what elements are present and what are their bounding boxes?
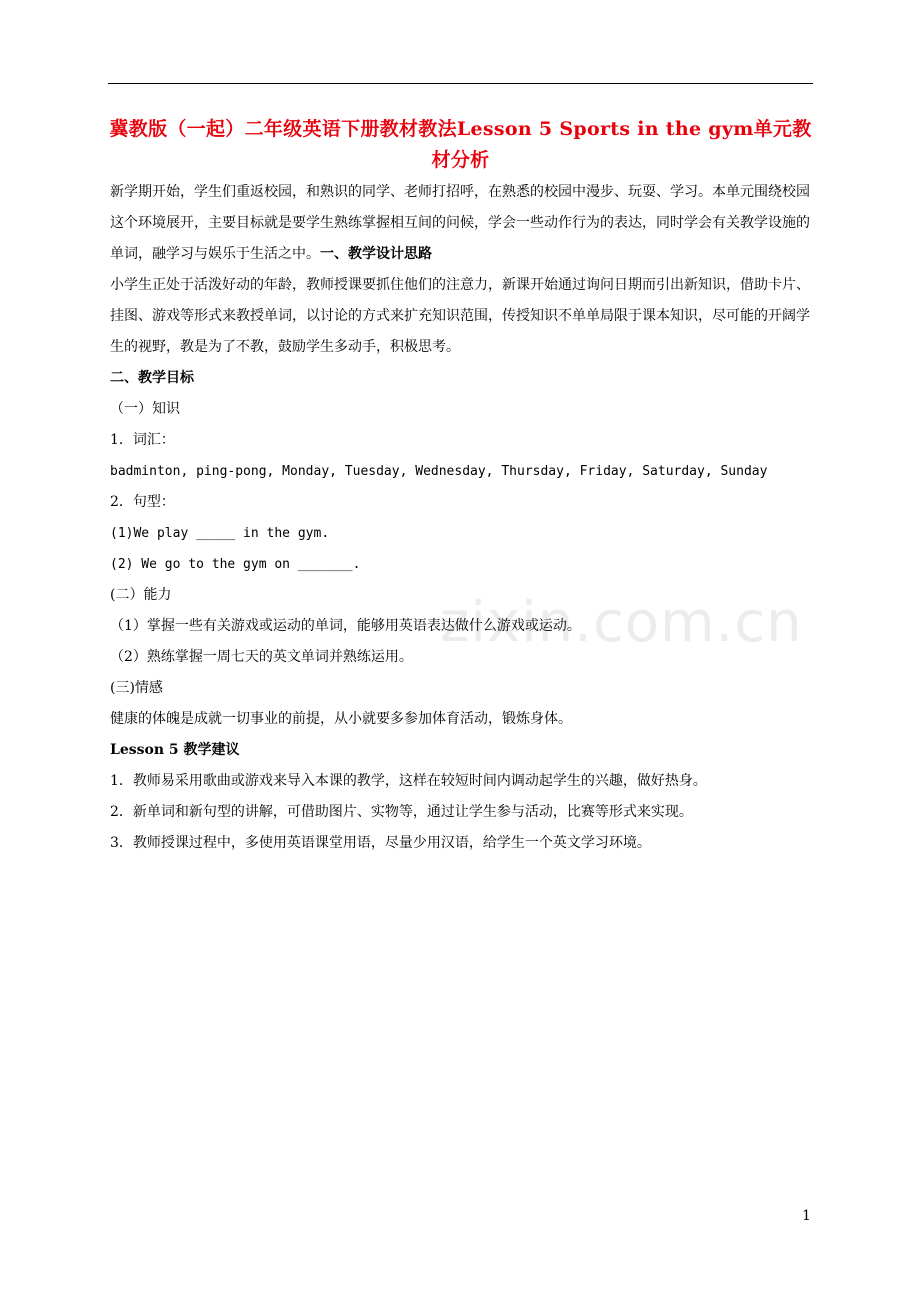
section1-heading: 一、教学设计思路 [320, 246, 432, 262]
ability-heading: (二）能力 [110, 587, 172, 603]
document-body [110, 177, 810, 859]
document-title: 冀教版（一起）二年级英语下册教材教法Lesson 5 Sports in the gym单元教材分析 [109, 118, 812, 171]
vocab-label: 1．词汇： [110, 432, 175, 448]
suggestion-item-1: 1．教师易采用歌曲或游戏来导入本课的教学，这样在较短时间内调动起学生的兴趣，做好热身。 [110, 773, 707, 789]
sentence-2: (2) We go to the gym on _______. [110, 557, 361, 572]
suggestion-heading: Lesson 5 教学建议 [110, 742, 240, 758]
intro-text: 新学期开始，学生们重返校园，和熟识的同学、老师打招呼，在熟悉的校园中漫步、玩耍、学习。本单元围绕校园这个环境展开，主要目标就是要学生熟练掌握相互间的问候，学会一些动作行为的表达，同时学会有关教学设施的单词，融学习与娱乐于生活之中。 [110, 184, 810, 262]
knowledge-heading: （一）知识 [110, 401, 180, 417]
page-number: 1 [802, 1208, 811, 1224]
vocab-words: badminton, ping-pong, Monday, Tuesday, Wednesday, Thursday, Friday, Saturday, Sunday [110, 464, 768, 479]
emotion-text: 健康的体魄是成就一切事业的前提，从小就要多参加体育活动，锻炼身体。 [110, 711, 572, 727]
header-rule [108, 83, 813, 84]
sentence-1: (1)We play _____ in the gym. [110, 526, 330, 541]
suggestion-item-3: 3．教师授课过程中，多使用英语课堂用语，尽量少用汉语，给学生一个英文学习环境。 [110, 835, 651, 851]
emotion-heading: (三)情感 [110, 680, 163, 696]
sentence-label: 2．句型： [110, 494, 175, 510]
intro-paragraph [110, 177, 810, 270]
section1-paragraph: 小学生正处于活泼好动的年龄，教师授课要抓住他们的注意力，新课开始通过询问日期而引出新知识，借助卡片、挂图、游戏等形式来教授单词，以讨论的方式来扩充知识范围，传授知识不单单局限于课本知识，尽可能的开阔学生的视野，教是为了不教，鼓励学生多动手，积极思考。 [110, 277, 810, 355]
suggestion-item-2: 2．新单词和新句型的讲解，可借助图片、实物等，通过让学生参与活动，比赛等形式来实现。 [110, 804, 693, 820]
ability-item-2: （2）熟练掌握一周七天的英文单词并熟练运用。 [110, 649, 413, 665]
watermark: zixin.com.cn [440, 590, 803, 655]
ability-item-1: （1）掌握一些有关游戏或运动的单词，能够用英语表达做什么游戏或运动。 [110, 618, 581, 634]
section2-heading: 二、教学目标 [110, 370, 194, 386]
